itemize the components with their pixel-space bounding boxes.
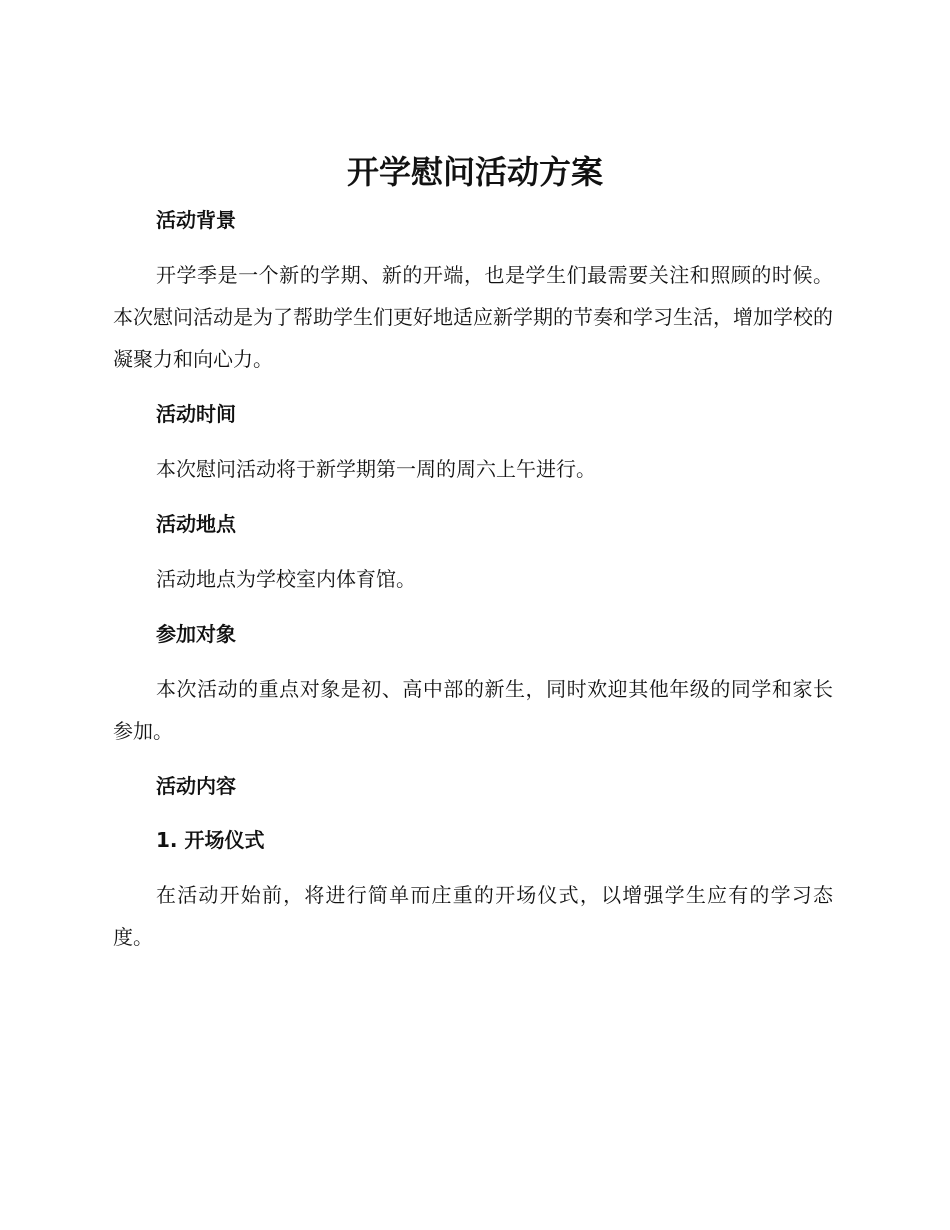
section-heading-location: 活动地点	[156, 512, 236, 536]
section-heading-participants: 参加对象	[156, 622, 236, 646]
section-body-time: 本次慰问活动将于新学期第一周的周六上午进行。	[156, 457, 596, 481]
section-heading-content: 活动内容	[156, 774, 236, 798]
section-body-background: 开学季是一个新的学期、新的开端，也是学生们最需要关注和照顾的时候。本次慰问活动是为了帮助学生们更好地适应新学期的节奏和学习生活，增加学校的凝聚力和向心力。	[113, 263, 833, 371]
page-title: 开学慰问活动方案	[346, 153, 603, 191]
section-heading-time: 活动时间	[156, 402, 236, 426]
section-body-location: 活动地点为学校室内体育馆。	[156, 567, 416, 591]
subsection-heading-opening: 1. 开场仪式	[156, 828, 265, 852]
subsection-body-opening: 在活动开始前，将进行简单而庄重的开场仪式，以增强学生应有的学习态度。	[113, 883, 833, 949]
section-body-participants: 本次活动的重点对象是初、高中部的新生，同时欢迎其他年级的同学和家长参加。	[113, 677, 833, 743]
section-heading-background: 活动背景	[156, 208, 236, 232]
